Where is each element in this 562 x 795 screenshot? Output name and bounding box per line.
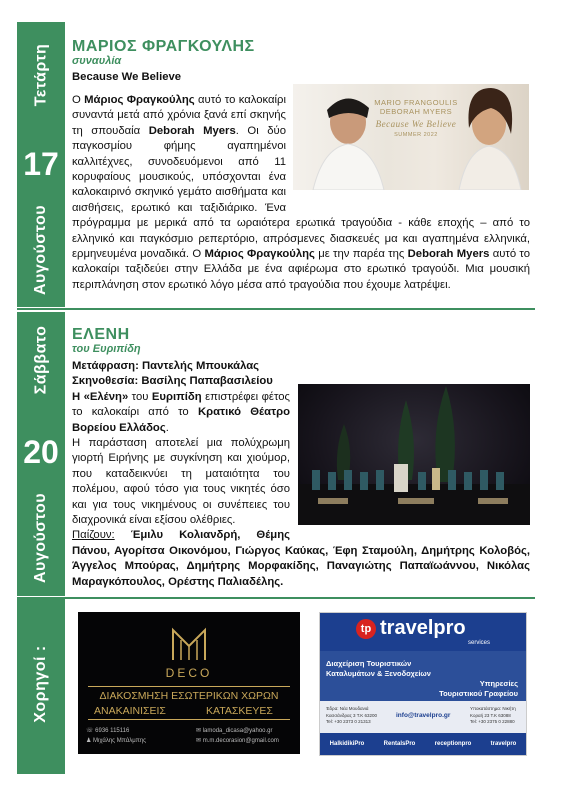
travelpro-contact: Έδρα: Νέα Μουδανιά Κασσάνδρας 3 Τ.Κ 63200 Tel: +30 2373 0 21313 info@travelpro.gr Υποκατάστημα: Νικήτη Κοραή 23 Τ.Κ 63088 Tel: +30 2375 0 22880 (320, 701, 526, 733)
section-divider (17, 597, 535, 599)
event-description: Η «Ελένη» του Ευριπίδη επιστρέφει φέτος το καλοκαίρι από το Κρατικό Θέατρο Βορείου Ελλάδος. Η παράσταση αποτελεί μια πολύχρωμη γιορτή Ειρήνης με συγκίνηση και χιούμορ, που καταδεικνύει τη ματαιότητα του πολέμου, αφού τόσο για τους νικητές όσο και για τους νικημένους οι συνέπειες του διαχρονικά είναι εξίσου ολέθριες. Παίζουν: Έμιλυ Κολιανδρή, Θέμης Πάνου, Αγορίτσα Οικονόμου, Γιώργος Καύκας, Έφη Σταμούλη, Δημήτρης Κολοβός, Άγγελος Μπούρας, Δημήτρης Μορφακίδης, Παναγιώτης Παπαϊωάννου, Νικόλας Μαραγκόπουλος, Ορέστης Παλιαδέλης. (72, 390, 530, 588)
event-tagline: Because We Believe (72, 71, 182, 83)
direction-credit: Σκηνοθεσία: Βασίλης Παπαβασιλείου (72, 375, 273, 388)
sidebar-block-1 (17, 22, 65, 307)
month-label: Αυγούστου (32, 492, 50, 584)
deco-line2: ΑΝΑΚΑΙΝΙΣΕΙΣ (94, 705, 166, 717)
event-subtitle: του Ευριπίδη (72, 343, 141, 355)
event-description: Ο Μάριος Φραγκούλης αυτό το καλοκαίρι συναντά μετά από χρόνια ξανά επί σκηνής τη σπουδαία Deborah Myers. Οι δύο παγκοσμίου φήμης αγαπημένοι καλλιτέχνες, συνοδευόμενοι από 11 κορυφαίους μουσικούς, υπόσχονται ένα καλοκαιρινό σκηνικό γεμάτο αισθήματα και αισθήσεις, ερωτικό και ταξιδιάρικο. Ένα πρόγραμμα με μερικά από τα ωραιότερα ερωτικά τραγούδια - κάθε εποχής – από το ελληνικό και παγκόσμιο ρεπερτόριο, απρόσμενες διασκευές μα και αγαπημένα ελληνικά, ερμηνευμένα μοναδικά. Ο Μάριος Φραγκούλης με την παρέα της Deborah Myers αυτό το καλοκαίρι ταξιδεύει στην Ελλάδα με ένα αφιέρωμα στο ερωτικό τραγούδι. Μια μουσική περιπλάνηση στον ερωτικό λόγο μέσα από τραγούδια που έχουμε λατρέψει. (72, 94, 531, 291)
travelpro-services-band: Διαχείριση Τουριστικών Καταλυμάτων & Ξενοδοχείων Υπηρεσίες Τουριστικού Γραφείου (320, 651, 526, 701)
partner-logo: RentalsPro (383, 741, 416, 747)
event-subtitle: συναυλία (72, 55, 122, 67)
travelpro-email: info@travelpro.gr (396, 712, 451, 719)
deco-logo-icon (169, 624, 209, 664)
date-number: 17 (23, 146, 59, 182)
month-label: Αυγούστου (32, 204, 50, 296)
theatre-scene-image (298, 384, 530, 525)
partner-logo: travelpro (490, 741, 517, 747)
sponsor-travelpro-ad (319, 612, 527, 756)
cast-label: Παίζουν: (72, 529, 115, 542)
deco-brand: DECO (165, 666, 213, 680)
sponsors-label: Χορηγοί : (32, 645, 50, 723)
partner-logo: receptionpro (434, 741, 472, 747)
travelpro-partner-logos (320, 733, 526, 755)
poster-text: MARIO FRANGOULIS DEBORAH MYERS Because We Believe SUMMER 2022 (374, 98, 458, 138)
sidebar-block-2 (17, 312, 65, 596)
event-title: ΕΛΕΝΗ (72, 326, 130, 343)
deco-line1: ΔΙΑΚΟΣΜΗΣΗ ΕΣΩΤΕΡΙΚΩΝ ΧΩΡΩΝ (99, 690, 279, 702)
concert-poster-image (293, 84, 529, 190)
deco-contact-right: ✉ lamoda_dicasa@yahoo.gr ✉ m.m.decorasion@gmail.com (196, 728, 279, 744)
travelpro-logo-icon: tp (356, 619, 376, 639)
travelpro-brand: travelpro (380, 617, 466, 639)
section-divider (17, 308, 535, 310)
day-label: Σάββατο (32, 325, 49, 395)
travelpro-header (320, 613, 526, 651)
deco-line3: ΚΑΤΑΣΚΕΥΕΣ (206, 705, 273, 717)
cast-list: Έμιλυ Κολιανδρή, Θέμης Πάνου, Αγορίτσα Οικονόμου, Γιώργος Καύκας, Έφη Σταμούλη, Δημήτρης Κολοβός, Άγγελος Μπούρας, Δημήτρης Μορφακίδης, Παναγιώτης Παπαϊωάννου, Νικόλας Μαραγκόπουλος, Ορέστης Παλιαδέλης. (72, 529, 530, 588)
travelpro-brand-sub: services (468, 640, 491, 646)
date-number: 20 (23, 434, 59, 470)
deco-contact-left: ☏ 6936 115116 ♟ Μιχάλης Μπάλμπης (86, 728, 147, 744)
sponsor-deco-ad (78, 612, 300, 754)
partner-logo: HalkidikiPro (329, 741, 365, 747)
translation-credit: Μετάφραση: Παντελής Μπουκάλας (72, 360, 260, 372)
event-title: ΜΑΡΙΟΣ ΦΡΑΓΚΟΥΛΗΣ (72, 38, 255, 55)
sidebar-block-sponsors (17, 599, 65, 774)
day-label: Τετάρτη (32, 43, 50, 107)
